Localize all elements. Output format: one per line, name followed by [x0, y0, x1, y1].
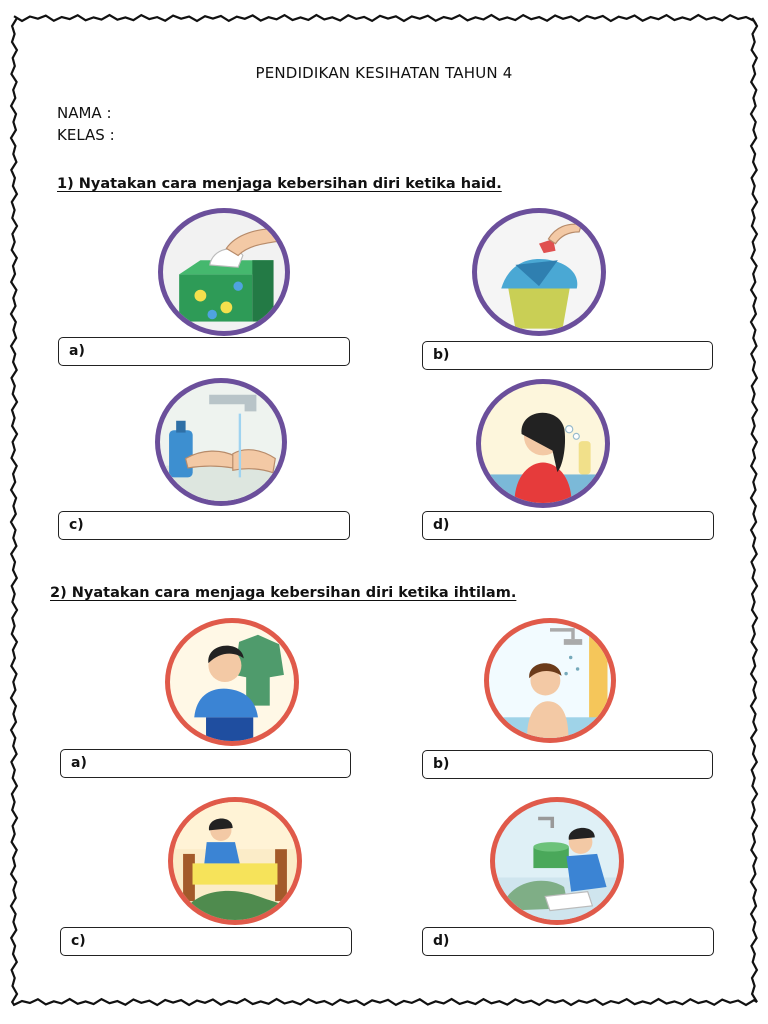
washing-clothes-icon	[490, 797, 624, 925]
question-1-prompt: 1) Nyatakan cara menjaga kebersihan diri ketika haid.	[57, 176, 502, 192]
changing-bedsheet-icon	[168, 797, 302, 925]
trash-bin-icon	[472, 208, 606, 336]
answer-label: c)	[71, 933, 86, 949]
answer-box-2b[interactable]	[422, 750, 713, 779]
answer-box-2a[interactable]	[60, 749, 351, 778]
name-label: NAMA :	[57, 104, 112, 122]
worksheet-title: PENDIDIKAN KESIHATAN TAHUN 4	[255, 64, 513, 82]
hand-washing-icon	[155, 378, 287, 506]
changing-shirt-icon	[165, 618, 299, 746]
answer-label: a)	[69, 343, 85, 359]
answer-box-2c[interactable]	[60, 927, 352, 956]
answer-box-1c[interactable]	[58, 511, 350, 540]
answer-label: b)	[433, 756, 450, 772]
answer-box-1a[interactable]	[58, 337, 350, 366]
answer-label: d)	[433, 933, 450, 949]
answer-label: c)	[69, 517, 84, 533]
answer-box-1b[interactable]	[422, 341, 713, 370]
question-2-prompt: 2) Nyatakan cara menjaga kebersihan diri ketika ihtilam.	[50, 585, 517, 601]
answer-box-1d[interactable]	[422, 511, 714, 540]
answer-box-2d[interactable]	[422, 927, 714, 956]
class-label: KELAS :	[57, 126, 115, 144]
answer-label: d)	[433, 517, 450, 533]
answer-label: b)	[433, 347, 450, 363]
answer-label: a)	[71, 755, 87, 771]
hair-washing-icon	[476, 379, 610, 508]
shower-icon	[484, 618, 616, 743]
tissue-box-icon	[158, 208, 290, 336]
